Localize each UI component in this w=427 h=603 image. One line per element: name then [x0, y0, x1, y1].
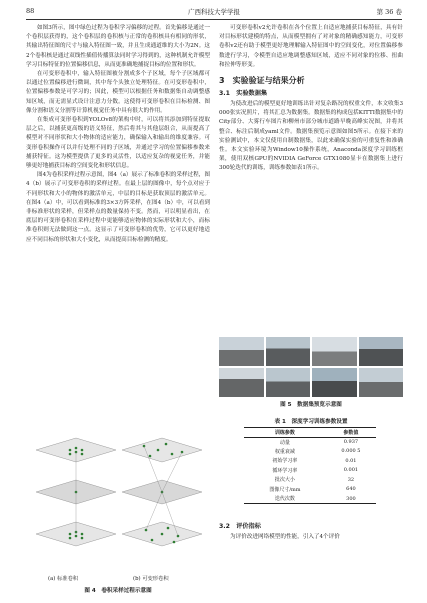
dataset-photo [312, 337, 357, 366]
right-column-bottom [219, 520, 403, 542]
dataset-photo [219, 368, 264, 397]
figure-5-grid [219, 337, 403, 397]
figure-4-diagram [26, 432, 210, 584]
table-row [244, 494, 376, 504]
table-cell: 图像尺寸/mm [269, 486, 301, 493]
table-row [244, 475, 376, 485]
subsection-heading: 3.1 实验数据集 [219, 90, 268, 98]
table-cell: 迭代次数 [274, 496, 295, 502]
section-heading: 3 实验验证与结果分析 [219, 76, 305, 86]
dataset-photo [266, 368, 311, 397]
standard-conv-stack [36, 438, 116, 546]
dataset-photo [359, 337, 404, 366]
paragraph: 在集成可变形卷积到YOLOv8的架构中时，可以将其添加到特征提取层之后，以捕获更高级的语义特征，然后将其与其他层组合，从而提高了模型对不同形状和大小物体的适应能力，确保输入和输出的维度兼容。可变形卷积操作可以并行处理不同的子区域，并通过学习的位置偏移参数来捕获特征。这为模型提供了更多的灵活性，以适应复杂的视觉任务，并能够更好地捕获目标的空间变化和形状信息。 [26, 117, 210, 170]
journal-name: 广西科技大学学报 [188, 8, 240, 16]
deformable-conv-stack [122, 438, 202, 546]
dataset-photo [359, 368, 404, 397]
table-cell: 0.000 5 [341, 448, 361, 455]
table-row [244, 447, 376, 457]
table-row [244, 466, 376, 476]
page-header [26, 7, 402, 19]
training-params-table [244, 427, 376, 504]
volume-label: 第 36 卷 [376, 8, 402, 16]
table-1-caption: 表 1 深度学习训练参数设置 [274, 419, 348, 425]
paragraph: 为使改进后的模型更好地训练出针对复杂路况的权重文件，本文收集3 000张实况照片，将其汇总为数据集。数据集的构成包括KITTI数据集中的City部分、大雾行车图片和柳州市部分城市道路早晚高峰实况图，并将其整合、标注后制成yaml文件。数据集预览示意图如图5所示。在接下来的实验测试中，本文仅使用自制数据集，以此来确保实验的可重复性和准确性。本文实验环境为Window10操作系统，Anaconda深度学习训练框架，使用双核GPU的NVIDIA GeForce GTX1080显卡在数据集上进行300轮迭代的训练，训练参数如表1所示。 [219, 101, 403, 172]
dataset-photo [312, 368, 357, 397]
subsection-heading: 3.2 评价指标 [219, 523, 261, 530]
table-header-row [244, 428, 376, 438]
table-cell: 初始学习率 [272, 458, 298, 465]
right-column [219, 24, 403, 174]
table-cell: 0.937 [343, 439, 359, 445]
page-number: 88 [26, 7, 35, 15]
table-cell: 批次大小 [274, 477, 295, 484]
table-cell: 循环学习率 [272, 467, 298, 474]
table-cell: 0.001 [343, 467, 359, 474]
figure-4a-label: (a) 标准卷积 [48, 576, 79, 582]
paragraph: 在可变形卷积中，输入特征图被分割成多个子区域，每个子区域都可以通过位置偏移进行微调，其中每个头独立处理特征。在可变形卷积中，位置偏移参数是可学习的；因此，模型可以根据任务和数据集自动调整感知区域，而无需显式设计注意力分数。这使得可变形卷积在目标检测、图像分割和语义分割等计算机视觉任务中具有很大的作用。 [26, 71, 210, 114]
table-cell: 32 [347, 476, 355, 483]
table-header-cell: 参数值 [343, 429, 359, 436]
table-cell: 动量 [279, 439, 290, 446]
table-row [244, 485, 376, 495]
figure-4-caption: 图 4 卷积采样过程示意图 [84, 588, 152, 594]
paragraph: 如图3所示，图中绿色过程为卷积学习偏移的过程。首先偏移是通过一个卷积层获得的，这个卷积层的卷积核与正常的卷积核具有相同的形状，其输出特征图的尺寸与输入特征图一致，并且生成通道维的大小为2N。这2个卷积核是通过双线性插值传播算法同时学习得到的，这种机制允许模型学习目标特征的位置偏移信息，从而更准确地捕捉目标的位置和形状。 [26, 25, 210, 68]
figure-5-caption: 图 5 数据集预览示意图 [280, 402, 342, 408]
table-row [244, 456, 376, 466]
table-cell: 300 [346, 495, 356, 502]
table-cell: 权重衰减 [274, 448, 295, 455]
paragraph: 为评价改进网络模型的性能，引入了4个评价 [230, 534, 340, 540]
figure-4b-label: (b) 可变形卷积 [133, 576, 169, 582]
paragraph: 图4为卷积采样过程示意图，图4（a）展示了标准卷积的采样过程，图4（b）展示了可变形卷积的采样过程。在最上层的图像中，每个点对应于不同形状和大小的物体的激活单元，中层的目标是获取顶层的激活单元。在图4（a）中，可以看到标准的3×3方阵采样，在图4（b）中，可以看到非标准形状的采样，但采样点的数量保持不变。然而，可以明显看出，在底层的可变形卷积在采样过程中更能够适应物体的实际形状和大小，而标准卷积则无法做到这一点。这显示了可变形卷积的优势，它可以更好地适应不同目标的形状和大小变化，从而提高目标检测的精度。 [26, 172, 210, 243]
table-header-cell: 训练参数 [274, 429, 295, 436]
left-column [26, 24, 210, 245]
table-cell: 640 [346, 486, 356, 493]
dataset-photo [266, 337, 311, 366]
paragraph: 可变形卷积v2允许卷积在各个位置上自适应地捕获目标特征，具有针对目标形状建模的特点，从而模型拥有了对对象的精确感知能力，可变形卷积v2还有助于模型更好地理解输入特征图中的空间变化，对位置偏移参数进行学习，令模型自适应地调整感知区域，适应不同对象的位移、扭曲和拉伸等形变。 [219, 25, 403, 68]
header-rule [26, 19, 402, 20]
table-cell: 0.01 [345, 457, 357, 464]
dataset-photo [219, 337, 264, 366]
table-row [244, 437, 376, 447]
